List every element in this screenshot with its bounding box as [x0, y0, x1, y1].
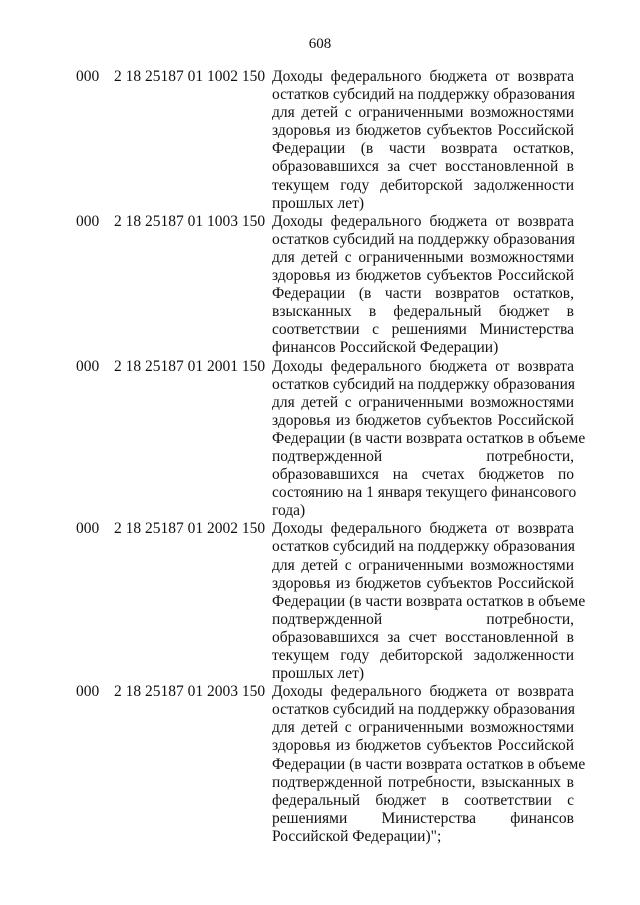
revenue-description [272, 683, 586, 846]
description-line: года) [272, 502, 306, 520]
admin-code: 000 [76, 357, 100, 375]
description-line: Доходы федерального бюджета от возврата [272, 212, 574, 230]
description-line: здоровья из бюджетов субъектов Российской [272, 122, 574, 140]
description-line: подтвержденной потребности, [272, 610, 574, 628]
description-line: Доходы федерального бюджета от возврата [272, 520, 574, 538]
description-line: Доходы федерального бюджета от возврата [272, 68, 574, 85]
description-line: для детей с ограниченными возможностями [272, 393, 574, 411]
description-line: для детей с ограниченными возможностями [272, 104, 574, 122]
table-row [76, 213, 576, 358]
description-line: прошлых лет) [272, 665, 365, 683]
budget-classification-code: 2 18 25187 01 2001 150 [114, 357, 266, 375]
description-line: текущем году дебиторской задолженности [272, 176, 574, 194]
description-line: Доходы федерального бюджета от возврата [272, 683, 574, 701]
description-line: Федерации (в части возвратов остатков, [272, 285, 574, 303]
description-line: для детей с ограниченными возможностями [272, 719, 574, 737]
description-line: образовавшихся на счетах бюджетов по [272, 466, 574, 484]
classification-table [76, 68, 586, 846]
description-line: остатков субсидий на поддержку образования [272, 86, 576, 104]
table-row [76, 357, 586, 521]
admin-code: 000 [76, 683, 100, 701]
admin-code: 000 [76, 68, 100, 85]
description-line: остатков субсидий на поддержку образования [272, 375, 576, 393]
description-line: взысканных в федеральный бюджет в [272, 303, 574, 321]
description-line: подтвержденной потребности, [272, 447, 574, 465]
description-line: Федерации (в части возврата остатков, [272, 140, 574, 158]
description-line: федеральный бюджет в соответствии с [272, 791, 574, 809]
description-line: состоянию на 1 января текущего финансового [272, 484, 577, 502]
budget-classification-code: 2 18 25187 01 2002 150 [114, 520, 266, 538]
description-line: здоровья из бюджетов субъектов Российской [272, 267, 574, 285]
budget-classification-code: 2 18 25187 01 1002 150 [114, 68, 266, 85]
description-line: Федерации (в части возврата остатков в объеме [272, 429, 586, 447]
description-line: текущем году дебиторской задолженности [272, 647, 574, 664]
description-line: подтвержденной потребности, взысканных в [272, 773, 574, 791]
description-line: для детей с ограниченными возможностями [272, 248, 574, 266]
description-line: Российской Федерации)"; [272, 827, 442, 845]
description-line: соответствии с решениями Министерства [272, 321, 574, 339]
description-line: остатков субсидий на поддержку образования [272, 701, 576, 719]
description-line: образовавшихся за счет восстановленной в [272, 628, 574, 646]
budget-classification-code: 2 18 25187 01 1003 150 [114, 212, 266, 230]
budget-classification-code: 2 18 25187 01 2003 150 [114, 683, 266, 701]
revenue-description [272, 520, 586, 683]
description-line: остатков субсидий на поддержку образования [272, 538, 576, 556]
description-line: финансов Российской Федерации) [272, 339, 499, 357]
admin-code: 000 [76, 212, 100, 230]
description-line: здоровья из бюджетов субъектов Российской [272, 574, 574, 592]
description-line: прошлых лет) [272, 194, 365, 212]
description-line: Федерации (в части возврата остатков в объеме [272, 592, 586, 610]
description-line: здоровья из бюджетов субъектов Российской [272, 411, 574, 429]
revenue-description [272, 357, 586, 521]
table-row [76, 520, 586, 683]
revenue-description [272, 68, 574, 213]
table-row [76, 683, 586, 846]
description-line: Федерации (в части возврата остатков в объеме [272, 755, 586, 773]
description-line: решениями Министерства финансов [272, 809, 574, 827]
page-number: 608 [308, 36, 332, 52]
description-line: здоровья из бюджетов субъектов Российской [272, 737, 574, 755]
description-line: Доходы федерального бюджета от возврата [272, 357, 574, 375]
table-row [76, 68, 576, 213]
description-line: для детей с ограниченными возможностями [272, 556, 574, 574]
description-line: остатков субсидий на поддержку образования [272, 230, 576, 248]
description-line: образовавшихся за счет восстановленной в [272, 158, 574, 176]
revenue-description [272, 213, 574, 358]
admin-code: 000 [76, 520, 100, 538]
